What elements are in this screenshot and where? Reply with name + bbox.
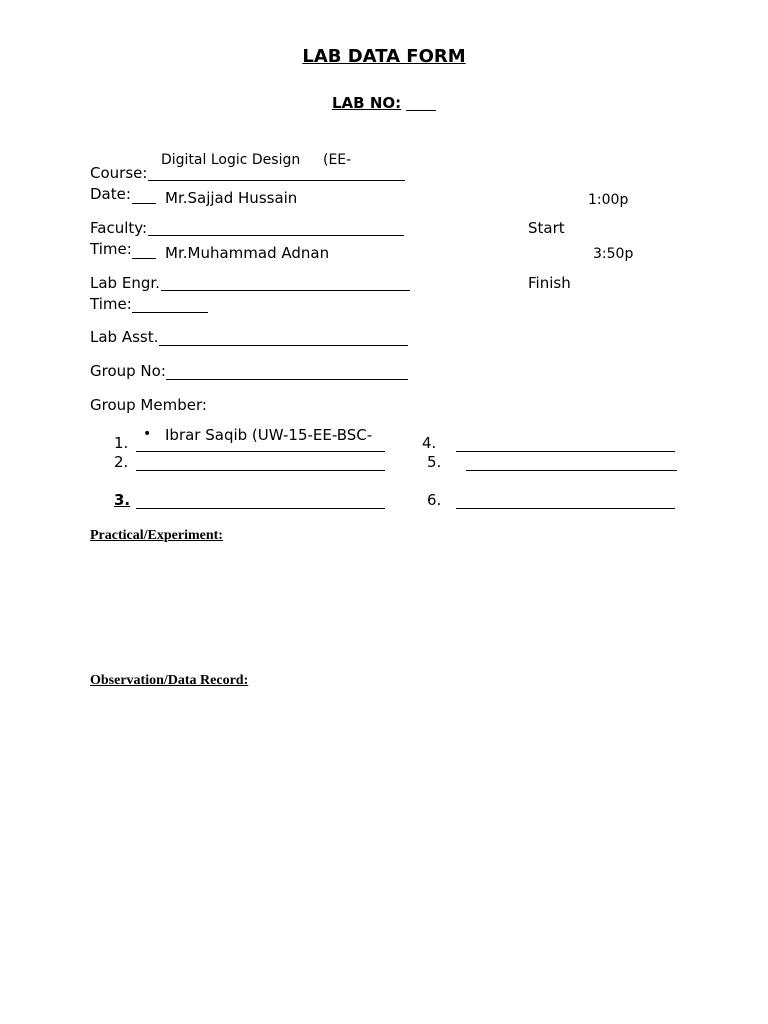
member-4-line [456, 451, 675, 452]
observation-heading: Observation/Data Record: [90, 673, 249, 688]
date-line [132, 203, 156, 204]
lab-no-line [406, 110, 436, 111]
course-value[interactable]: Digital Logic Design [161, 152, 301, 168]
lab-asst-line [159, 345, 408, 346]
group-no-label: Group No: [90, 362, 166, 380]
member-1-line [136, 451, 385, 452]
form-title: LAB DATA FORM [302, 46, 466, 67]
member-number-2: 2. [114, 453, 129, 471]
member-2-line [136, 470, 385, 471]
course-line [148, 180, 405, 181]
finish-time-label: Time: [90, 295, 132, 313]
start-label: Start [528, 219, 565, 237]
member-bullet: • [143, 426, 152, 442]
member-number-1: 1. [114, 434, 129, 452]
faculty-line [148, 235, 404, 236]
faculty-label: Faculty: [90, 219, 148, 237]
lab-engr-value[interactable]: Mr.Muhammad Adnan [165, 244, 330, 262]
member-number-4: 4. [422, 434, 437, 452]
member-5-line [466, 470, 677, 471]
lab-engr-line [161, 290, 410, 291]
start-time-line [132, 258, 156, 259]
start-time-label: Time: [90, 240, 132, 258]
practical-heading: Practical/Experiment: [90, 528, 223, 543]
member-number-6: 6. [427, 491, 442, 509]
finish-time-line [132, 312, 208, 313]
member-number-3: 3. [114, 491, 131, 509]
course-value-suffix: (EE- [323, 152, 352, 168]
faculty-value[interactable]: Mr.Sajjad Hussain [165, 189, 298, 207]
group-member-label: Group Member: [90, 396, 207, 414]
lab-asst-label: Lab Asst. [90, 328, 159, 346]
group-no-line [166, 379, 408, 380]
start-time-value[interactable]: 1:00p [588, 192, 629, 208]
member-6-line [456, 508, 675, 509]
lab-no-label: LAB NO: [332, 94, 402, 112]
finish-label: Finish [528, 274, 571, 292]
date-label: Date: [90, 185, 131, 203]
member-3-line [136, 508, 385, 509]
lab-engr-label: Lab Engr. [90, 274, 160, 292]
member-1-value[interactable]: Ibrar Saqib (UW-15-EE-BSC- [165, 426, 373, 444]
member-number-5: 5. [427, 453, 442, 471]
finish-time-value[interactable]: 3:50p [593, 246, 634, 262]
course-label: Course: [90, 164, 148, 182]
